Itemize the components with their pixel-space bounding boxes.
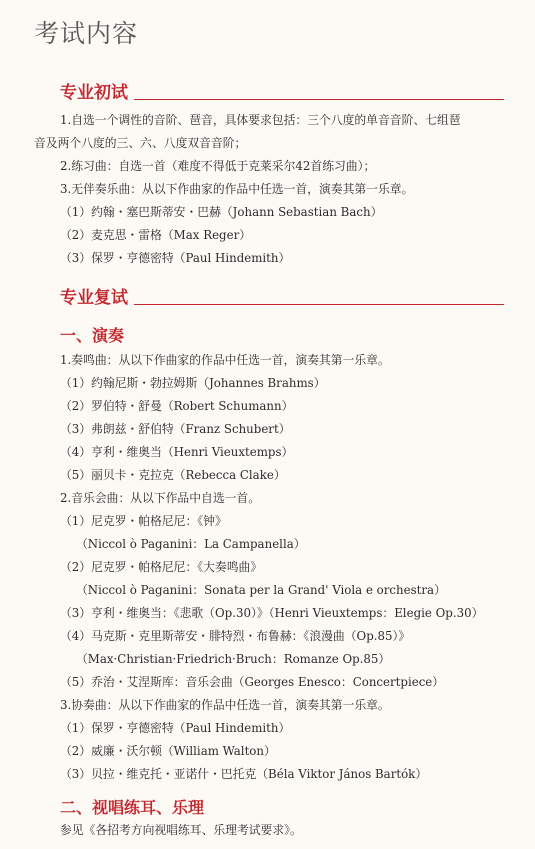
perform-line: （1）约翰尼斯・勃拉姆斯（Johannes Brahms）: [60, 376, 326, 390]
perform-line: （2）威廉・沃尔顿（William Walton）: [60, 744, 276, 758]
prelim-line: 1.自选一个调性的音阶、琶音，具体要求包括：三个八度的单音音阶、七组琶: [60, 113, 461, 127]
solfege-heading: 二、视唱练耳、乐理: [60, 798, 205, 817]
perform-line: （1）尼克罗・帕格尼尼：《钟》: [60, 514, 227, 528]
perform-line: （2）尼克罗・帕格尼尼：《大奏鸣曲》: [60, 560, 263, 574]
perform-line: 1.奏鸣曲：从以下作曲家的作品中任选一首，演奏其第一乐章。: [60, 353, 390, 367]
perform-line: （3）亨利・维奥当：《悲歌（Op.30）》（Henri Vieuxtemps：Elegie Op.30）: [60, 606, 484, 620]
perform-line: （5）丽贝卡・克拉克（Rebecca Clake）: [60, 468, 286, 482]
perform-line: （3）弗朗兹・舒伯特（Franz Schubert）: [60, 422, 291, 436]
prelim-heading-rule: [134, 99, 504, 100]
perform-line: （2）罗伯特・舒曼（Robert Schumann）: [60, 399, 294, 413]
prelim-line: 音及两个八度的三、六、八度双音音阶；: [34, 136, 247, 150]
perform-line: （Niccol ò Paganini：La Campanella）: [76, 537, 306, 551]
prelim-line: 2.练习曲：自选一首（难度不得低于克莱采尔42首练习曲）；: [60, 159, 376, 173]
retest-heading-rule: [134, 304, 504, 305]
retest-heading-label: 专业复试: [60, 288, 128, 308]
prelim-heading-label: 专业初试: [60, 83, 128, 103]
perform-line: （1）保罗・亨德密特（Paul Hindemith）: [60, 721, 291, 735]
prelim-section-heading: [60, 78, 504, 103]
prelim-line: （2）麦克思・雷格（Max Reger）: [60, 228, 252, 242]
prelim-line: 3.无伴奏乐曲：从以下作曲家的作品中任选一首，演奏其第一乐章。: [60, 182, 414, 196]
perform-line: 3.协奏曲：从以下作曲家的作品中任选一首，演奏其第一乐章。: [60, 698, 390, 712]
page-title: 考试内容: [34, 19, 139, 48]
perform-line: （4）亨利・维奥当（Henri Vieuxtemps）: [60, 445, 294, 459]
perform-line: （Max·Christian·Friedrich·Bruch：Romanze Op.85）: [76, 652, 391, 666]
perform-line: （4）马克斯・克里斯蒂安・腓特烈・布鲁赫：《浪漫曲（Op.85）》: [60, 629, 411, 643]
perform-line: （5）乔治・艾涅斯库：音乐会曲（Georges Enesco：Concertpiece）: [60, 675, 445, 689]
prelim-line: （1）约翰・塞巴斯蒂安・巴赫（Johann Sebastian Bach）: [60, 205, 383, 219]
perform-line: 2.音乐会曲：从以下作品中自选一首。: [60, 491, 261, 505]
perform-heading: 一、演奏: [60, 326, 125, 345]
solfege-line: 参见《各招考方向视唱练耳、乐理考试要求》。: [60, 823, 302, 837]
retest-section-heading: [60, 283, 504, 308]
perform-line: （3）贝拉・维克托・亚诺什・巴托克（Béla Viktor János Bartók）: [60, 767, 428, 781]
prelim-line: （3）保罗・亨德密特（Paul Hindemith）: [60, 251, 291, 265]
perform-line: （Niccol ò Paganini：Sonata per la Grand' Viola e orchestra）: [76, 583, 446, 597]
